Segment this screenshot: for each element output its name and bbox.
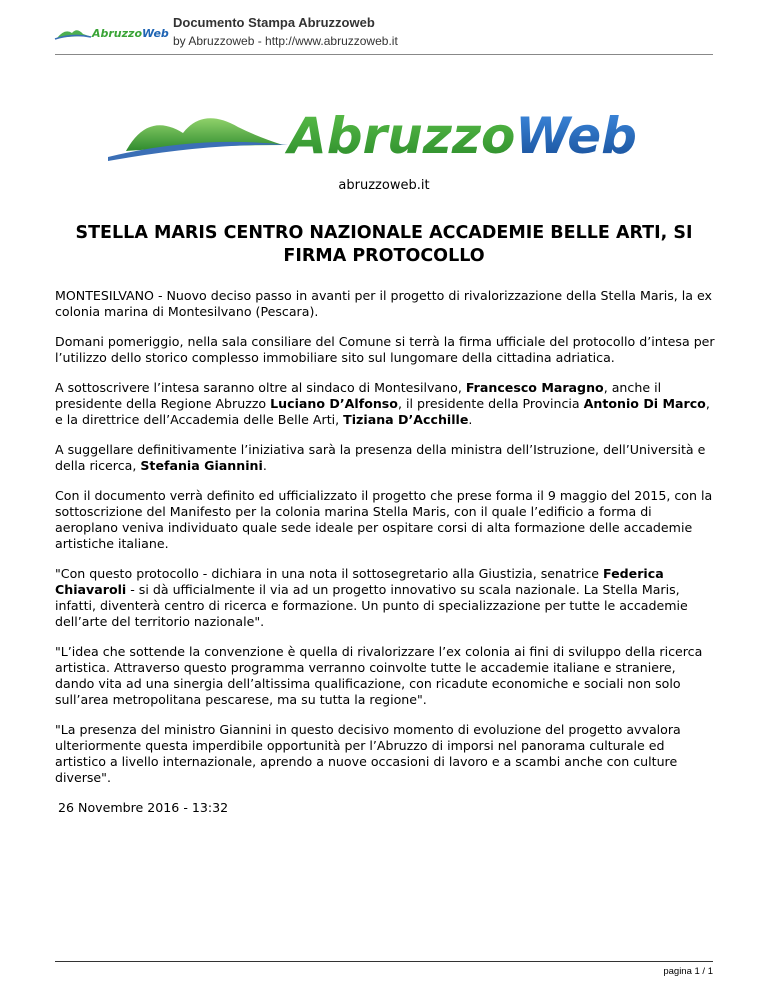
document-title: Documento Stampa Abruzzoweb <box>173 15 375 30</box>
text-segment: . <box>262 458 267 473</box>
headline-line-2: FIRMA PROTOCOLLO <box>283 246 485 266</box>
paragraph-3 <box>55 380 715 428</box>
abruzzoweb-small-logo <box>55 23 169 41</box>
abruzzoweb-main-logo <box>108 105 638 165</box>
person-name: Antonio Di Marco <box>583 396 706 411</box>
site-caption: abruzzoweb.it <box>338 178 430 193</box>
person-name: Luciano D’Alfonso <box>270 396 398 411</box>
print-header <box>55 12 713 54</box>
main-logo-text: AbruzzoWeb <box>288 107 637 165</box>
header-divider <box>55 54 713 55</box>
text-segment: "Con questo protocollo - dichiara in una nota il sottosegretario alla Giustizia, senatrice <box>55 566 604 581</box>
text-segment: , il presidente della Provincia <box>397 396 584 411</box>
paragraph-5: Con il documento verrà definito ed ufficializzato il progetto che prese forma il 9 maggio del 2015, con la sottoscrizione del Manifesto per la colonia marina Stella Maris, con il quale l’edificio a forma di aeroplano veniva individuato quale sede ideale per ospitare corsi di alta formazione delle accademie artistiche italiane. <box>55 488 713 551</box>
person-name: Tiziana D’Acchille <box>343 412 469 427</box>
article-headline <box>55 222 713 268</box>
article-date: 26 Novembre 2016 - 13:32 <box>58 800 229 815</box>
page-number: pagina 1 / 1 <box>663 966 713 977</box>
person-name: Federica Chiavaroli <box>55 566 664 597</box>
text-segment: A suggellare definitivamente l’iniziativa sarà la presenza della ministra dell’Istruzione, dell’Università e della ricerca, <box>55 442 706 473</box>
article-body <box>55 288 715 830</box>
paragraph-8: "La presenza del ministro Giannini in questo decisivo momento di evoluzione del progetto avvalora ulteriormente questa imperdibile opportunità per l’Abruzzo di imporsi nel panorama culturale ed artistico a livello internazionale, aprendo a nuove occasioni di lavoro e a scambi anche con culture diverse". <box>55 722 681 785</box>
headline-line-1: STELLA MARIS CENTRO NAZIONALE ACCADEMIE BELLE ARTI, SI <box>75 223 693 243</box>
person-name: Stefania Giannini <box>140 458 263 473</box>
text-segment: . <box>468 412 473 427</box>
document-source: by Abruzzoweb - http://www.abruzzoweb.it <box>173 34 398 48</box>
text-segment: - si dà ufficialmente il via ad un progetto innovativo su scala nazionale. La Stella Maris, infatti, diventerà centro di ricerca e formazione. Un punto di specializzazione per tutte le accademie dell’arte del territorio nazionale". <box>55 582 688 629</box>
text-segment: A sottoscrivere l’intesa saranno oltre al sindaco di Montesilvano, <box>55 380 466 395</box>
person-name: Francesco Maragno <box>465 380 604 395</box>
paragraph-6 <box>55 566 715 630</box>
small-logo-text: AbruzzoWeb <box>92 27 169 40</box>
paragraph-2: Domani pomeriggio, nella sala consiliare del Comune si terrà la firma ufficiale del protocollo d’intesa per l’utilizzo dello storico complesso immobiliare sito sul lungomare della cittadina adriatica. <box>55 334 715 365</box>
paragraph-4 <box>55 442 715 474</box>
paragraph-7: "L’idea che sottende la convenzione è quella di rivalorizzare l’ex colonia ai fini di sviluppo della ricerca artistica. Attraverso questo programma verranno coinvolte tutte le accademie italiane e straniere, dando vita ad una sinergia dell’altissima qualificazione, con ricadute economiche e sociali non solo sull’area metropolitana pescarese, ma su tutta la regione". <box>55 644 703 707</box>
paragraph-1: MONTESILVANO - Nuovo deciso passo in avanti per il progetto di rivalorizzazione della Stella Maris, la ex colonia marina di Montesilvano (Pescara). <box>55 288 712 319</box>
text-segment: , anche il presidente della Regione Abruzzo <box>55 380 662 411</box>
text-segment: , e la direttrice dell’Accademia delle Belle Arti, <box>55 396 710 427</box>
footer-divider <box>55 961 713 962</box>
